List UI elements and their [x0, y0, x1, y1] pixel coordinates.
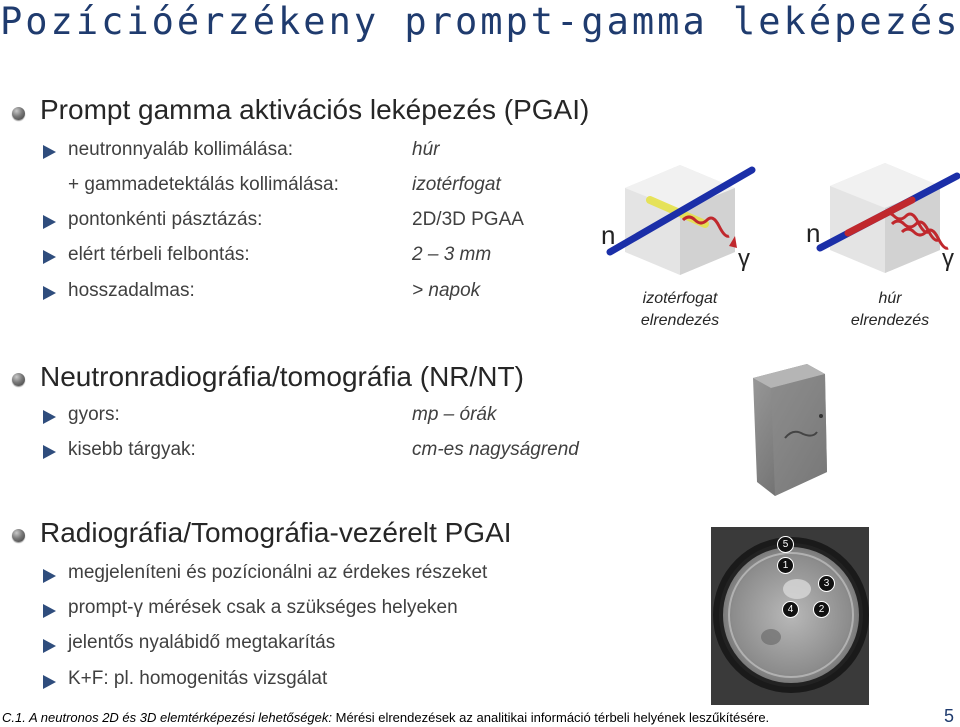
item-label: hosszadalmas:: [68, 280, 195, 301]
item-label: K+F: pl. homogenitás vizsgálat: [68, 668, 328, 689]
item-value: mp – órák: [412, 404, 497, 425]
neutron-radiograph-image: [745, 360, 835, 500]
arrow-bullet-icon: [43, 604, 56, 618]
arrow-bullet-icon: [43, 410, 56, 424]
item-label: megjeleníteni és pozícionálni az érdekes részeket: [68, 562, 488, 583]
marker-3: 3: [818, 575, 835, 592]
marker-2: 2: [813, 601, 830, 618]
footer-citation-text: Mérési elrendezések az analitikai információ térbeli helyének leszűkítésére.: [332, 710, 770, 725]
item-value: 2D/3D PGAA: [412, 209, 524, 230]
bullet-icon: [12, 107, 25, 120]
arrow-bullet-icon: [43, 675, 56, 689]
section-heading-nrnt: Neutronradiográfia/tomográfia (NR/NT): [40, 361, 524, 392]
marker-4: 4: [782, 601, 799, 618]
item-label: prompt-γ mérések csak a szükséges helyeken: [68, 597, 458, 618]
item-label: kisebb tárgyak:: [68, 439, 196, 460]
bullet-icon: [12, 529, 25, 542]
arrow-bullet-icon: [43, 445, 56, 459]
arrow-bullet-icon: [43, 569, 56, 583]
neutron-label: n: [601, 220, 616, 250]
gamma-label: γ: [942, 245, 954, 272]
arrow-bullet-icon: [43, 145, 56, 159]
gamma-label: γ: [738, 245, 750, 272]
bullet-icon: [12, 373, 25, 386]
section-heading-pgai: Prompt gamma aktivációs leképezés (PGAI): [40, 94, 590, 125]
item-value: izotérfogat: [412, 174, 501, 195]
arrow-bullet-icon: [43, 286, 56, 300]
item-value: > napok: [412, 280, 481, 301]
page-title: Pozícióérzékeny prompt-gamma leképezés: [0, 0, 960, 43]
item-label: gyors:: [68, 404, 120, 425]
footer-citation: [2, 710, 769, 725]
caption-line: elrendezés: [640, 312, 720, 329]
item-label: elért térbeli felbontás:: [68, 244, 250, 265]
caption-line: elrendezés: [850, 312, 930, 329]
chord-diagram: [800, 158, 960, 280]
isovolume-caption: [630, 288, 730, 332]
chord-caption: [838, 288, 942, 332]
item-label: + gammadetektálás kollimálása:: [68, 174, 339, 195]
arrow-bullet-icon: [43, 250, 56, 264]
page-number: 5: [944, 706, 955, 726]
item-value: húr: [412, 139, 440, 160]
item-label: jelentős nyalábidő megtakarítás: [68, 632, 336, 653]
neutron-label: n: [806, 218, 821, 248]
marker-1: 1: [777, 557, 794, 574]
item-value: cm-es nagyságrend: [412, 439, 579, 460]
marker-5: 5: [777, 536, 794, 553]
item-label: pontonkénti pásztázás:: [68, 209, 263, 230]
caption-line: izotérfogat: [642, 290, 718, 307]
arrow-bullet-icon: [43, 215, 56, 229]
caption-line: húr: [878, 290, 902, 307]
item-value: 2 – 3 mm: [412, 244, 492, 265]
footer-citation-italic: C.1. A neutronos 2D és 3D elemtérképezési lehetőségek:: [2, 710, 332, 725]
arrow-bullet-icon: [43, 639, 56, 653]
item-label: neutronnyaláb kollimálása:: [68, 139, 293, 160]
section-heading-rt-pgai: Radiográfia/Tomográfia-vezérelt PGAI: [40, 517, 512, 548]
